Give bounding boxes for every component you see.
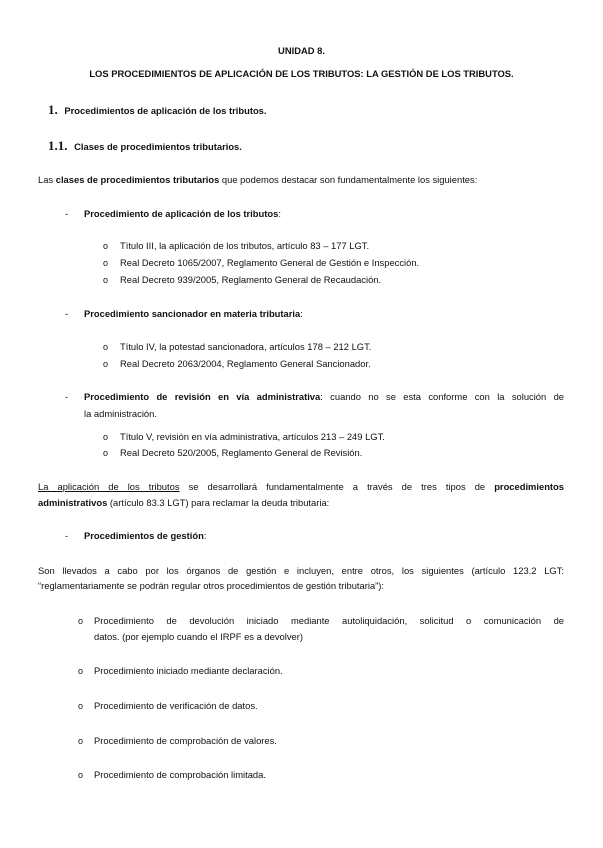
dash-marker: - [65,208,69,219]
group-revision-line1 [84,389,564,405]
gestion-item-text: Procedimiento de devolución iniciado mediante autoliquidación, solicitud o comunicación de [94,615,564,626]
gestion-para-text: Son llevados a cabo por los órganos de gestión e incluyen, entre otros, los siguientes (artículo 123.2 LGT: [38,565,564,576]
gestion-item-5: Procedimiento de comprobación limitada. [94,769,266,780]
intro-paragraph [38,174,477,186]
intro-pre: Las [38,174,56,185]
bullet-marker: o [103,359,109,369]
list-item: Título III, la aplicación de los tributos, artículo 83 – 177 LGT. [120,240,370,251]
bullet-marker: o [78,770,84,780]
bullet-marker: o [103,241,109,251]
bullet-marker: o [103,342,109,352]
section-1-1-heading [48,140,242,153]
section-1-heading [48,104,267,117]
list-item: Real Decreto 520/2005, Reglamento General de Revisión. [120,447,363,458]
aplicacion-rest: (artículo 83.3 LGT) para reclamar la deuda tributaria: [107,497,330,508]
group-aplicacion-title [84,208,281,220]
group-aplicacion-label: Procedimiento de aplicación de los tributos [84,208,279,219]
aplicacion-paragraph-line1 [38,479,564,495]
gestion-item-2: Procedimiento iniciado mediante declaración. [94,665,283,676]
aplicacion-paragraph-line2 [38,497,329,509]
dash-marker: - [65,530,69,541]
bullet-marker: o [78,616,84,626]
list-item: Título V, revisión en vía administrativa, artículos 213 – 249 LGT. [120,431,385,442]
list-item: Real Decreto 1065/2007, Reglamento General de Gestión e Inspección. [120,257,420,268]
unit-title: LOS PROCEDIMIENTOS DE APLICACIÓN DE LOS TRIBUTOS: LA GESTIÓN DE LOS TRIBUTOS. [89,68,514,79]
gestion-title [84,530,206,542]
aplicacion-mid: se desarrollará fundamentalmente a través de tres tipos de [179,481,495,492]
section-1-title: Procedimientos de aplicación de los tributos. [64,105,267,116]
aplicacion-bold1: procedimientos [494,481,564,492]
intro-post: que podemos destacar son fundamentalmente los siguientes: [219,174,478,185]
gestion-item-3: Procedimiento de verificación de datos. [94,700,258,711]
bullet-marker: o [78,701,84,711]
section-1-number: 1. [48,102,58,117]
group-revision-label: Procedimiento de revisión en vía administrativa [84,391,321,402]
bullet-marker: o [103,448,109,458]
group-revision-line2: la administración. [84,408,157,419]
bullet-marker: o [78,736,84,746]
group-sancionador-suffix: : [300,308,303,319]
gestion-item-1-line2: datos. (por ejemplo cuando el IRPF es a devolver) [94,631,303,642]
unit-heading: UNIDAD 8. [278,45,325,56]
group-sancionador-label: Procedimiento sancionador en materia tributaria [84,308,301,319]
bullet-marker: o [103,432,109,442]
aplicacion-bold2: administrativos [38,497,108,508]
group-sancionador-title [84,308,303,320]
group-aplicacion-suffix: : [278,208,281,219]
group-revision-text: : cuando no se esta conforme con la solución de [320,391,564,402]
gestion-item-4: Procedimiento de comprobación de valores. [94,735,277,746]
list-item: Título IV, la potestad sancionadora, artículos 178 – 212 LGT. [120,341,372,352]
section-1-1-number: 1.1. [48,138,68,153]
intro-bold: clases de procedimientos tributarios [55,174,220,185]
dash-marker: - [65,391,69,402]
gestion-paragraph-line2: “reglamentariamente se podrán regular otros procedimientos de gestión tributaria”): [38,580,385,591]
list-item: Real Decreto 2063/2004, Reglamento General Sancionador. [120,358,371,369]
aplicacion-underlined: La aplicación de los tributos [38,481,180,492]
gestion-item-1-line1 [94,613,564,629]
bullet-marker: o [103,275,109,285]
list-item: Real Decreto 939/2005, Reglamento General de Recaudación. [120,274,382,285]
gestion-suffix: : [203,530,207,541]
bullet-marker: o [103,258,109,268]
section-1-1-title: Clases de procedimientos tributarios. [74,141,242,152]
dash-marker: - [65,308,69,319]
gestion-label: Procedimientos de gestión [84,530,204,541]
bullet-marker: o [78,666,84,676]
gestion-paragraph-line1 [38,563,564,579]
